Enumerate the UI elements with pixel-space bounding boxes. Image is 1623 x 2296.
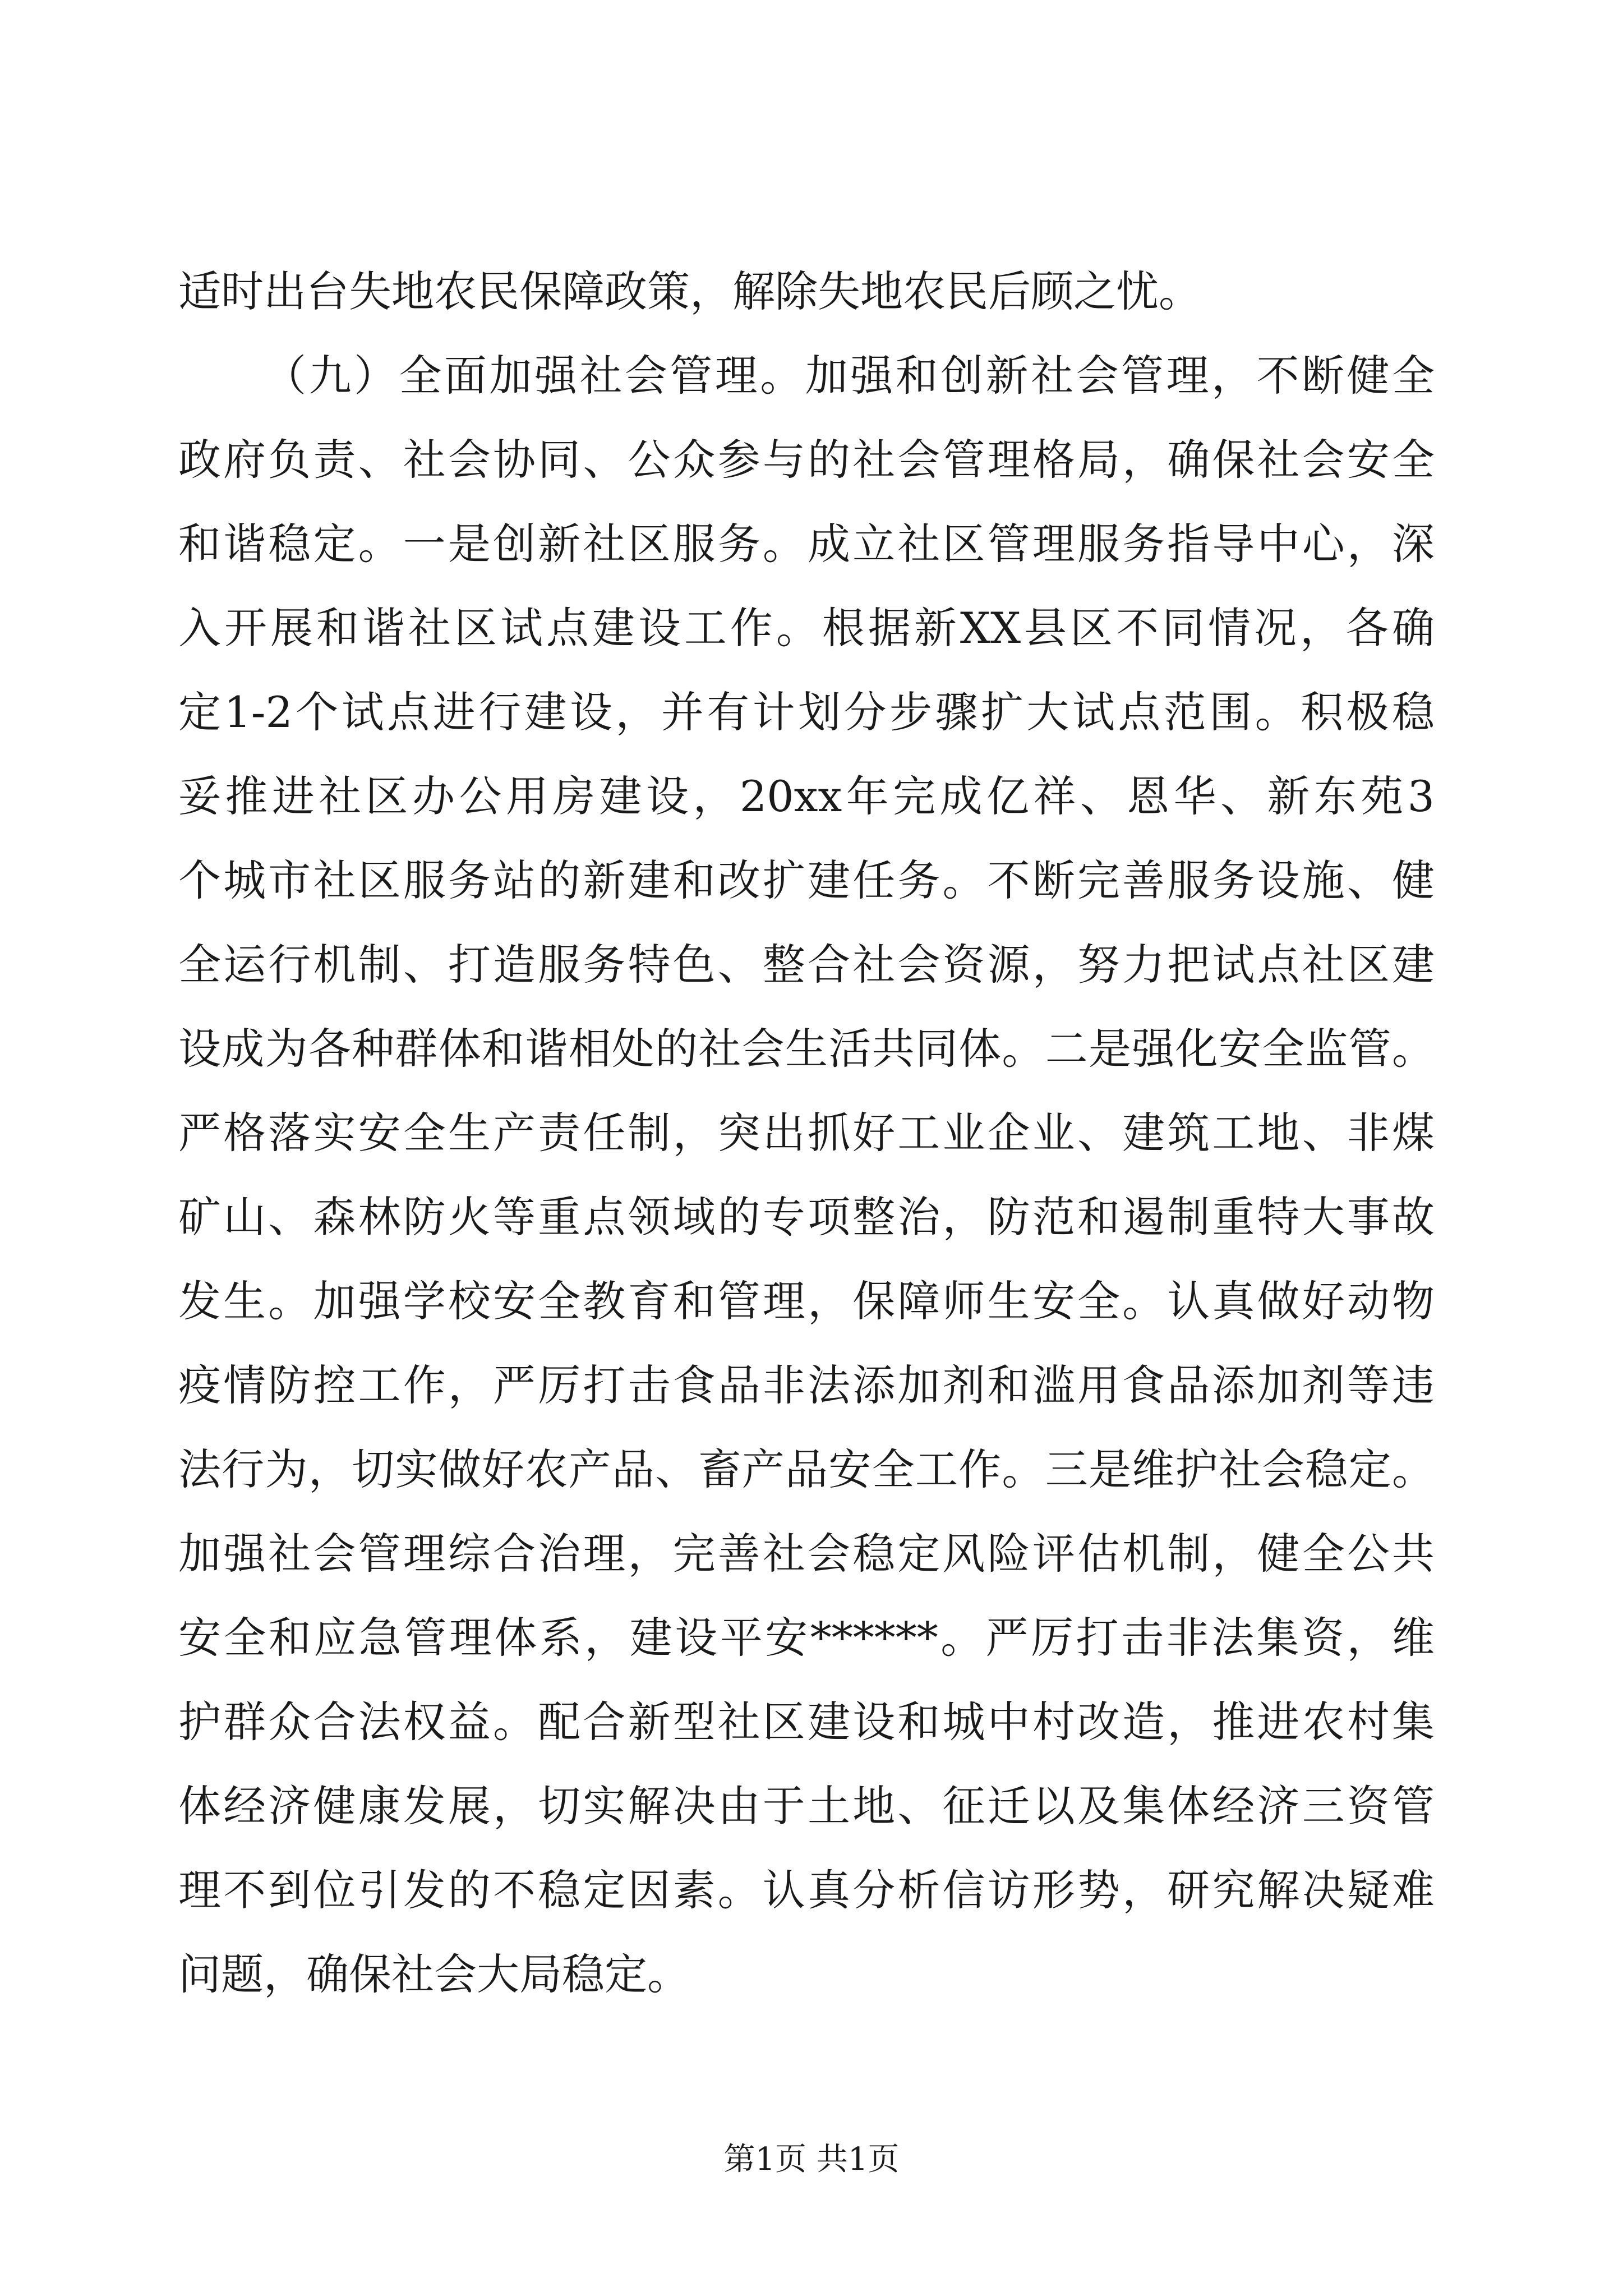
text-line: 加强社会管理综合治理，完善社会稳定风险评估机制，健全公共	[178, 1529, 1435, 1579]
text-line: 疫情防控工作，严厉打击食品非法添加剂和滥用食品添加剂等违	[178, 1360, 1435, 1410]
text-line: 和谐稳定。一是创新社区服务。成立社区管理服务指导中心，深	[178, 519, 1435, 569]
text-line: 发生。加强学校安全教育和管理，保障师生安全。认真做好动物	[178, 1276, 1435, 1326]
text-line: 护群众合法权益。配合新型社区建设和城中村改造，推进农村集	[178, 1697, 1435, 1747]
text-line: 定1-2个试点进行建设，并有计划分步骤扩大试点范围。积极稳	[178, 687, 1435, 737]
text-line: 入开展和谐社区试点建设工作。根据新XX县区不同情况，各确	[178, 603, 1435, 653]
text-line: 全运行机制、打造服务特色、整合社会资源，努力把试点社区建	[178, 940, 1435, 990]
text-line: 法行为，切实做好农产品、畜产品安全工作。三是维护社会稳定。	[178, 1444, 1435, 1494]
text-line: 理不到位引发的不稳定因素。认真分析信访形势，研究解决疑难	[178, 1865, 1435, 1915]
text-line: 适时出台失地农民保障政策，解除失地农民后顾之忧。	[178, 266, 1201, 316]
text-line: 问题，确保社会大局稳定。	[178, 1949, 690, 1999]
text-line: 安全和应急管理体系，建设平安******。严厉打击非法集资，维	[178, 1613, 1435, 1663]
text-line: 设成为各种群体和谐相处的社会生活共同体。二是强化安全监管。	[178, 1024, 1435, 1074]
text-line: 体经济健康发展，切实解决由于土地、征迁以及集体经济三资管	[178, 1781, 1435, 1831]
text-line: 妥推进社区办公用房建设，20xx年完成亿祥、恩华、新东苑3	[178, 771, 1435, 821]
text-line: 严格落实安全生产责任制，突出抓好工业企业、建筑工地、非煤	[178, 1108, 1435, 1158]
page-number-footer: 第1页 共1页	[723, 2141, 900, 2178]
body-text	[178, 250, 1435, 2017]
paragraph-heading-line: （九）全面加强社会管理。加强和创新社会管理，不断健全	[264, 351, 1435, 401]
text-line: 个城市社区服务站的新建和改扩建任务。不断完善服务设施、健	[178, 855, 1435, 905]
text-line: 政府负责、社会协同、公众参与的社会管理格局，确保社会安全	[178, 435, 1435, 485]
text-line: 矿山、森林防火等重点领域的专项整治，防范和遏制重特大事故	[178, 1192, 1435, 1242]
